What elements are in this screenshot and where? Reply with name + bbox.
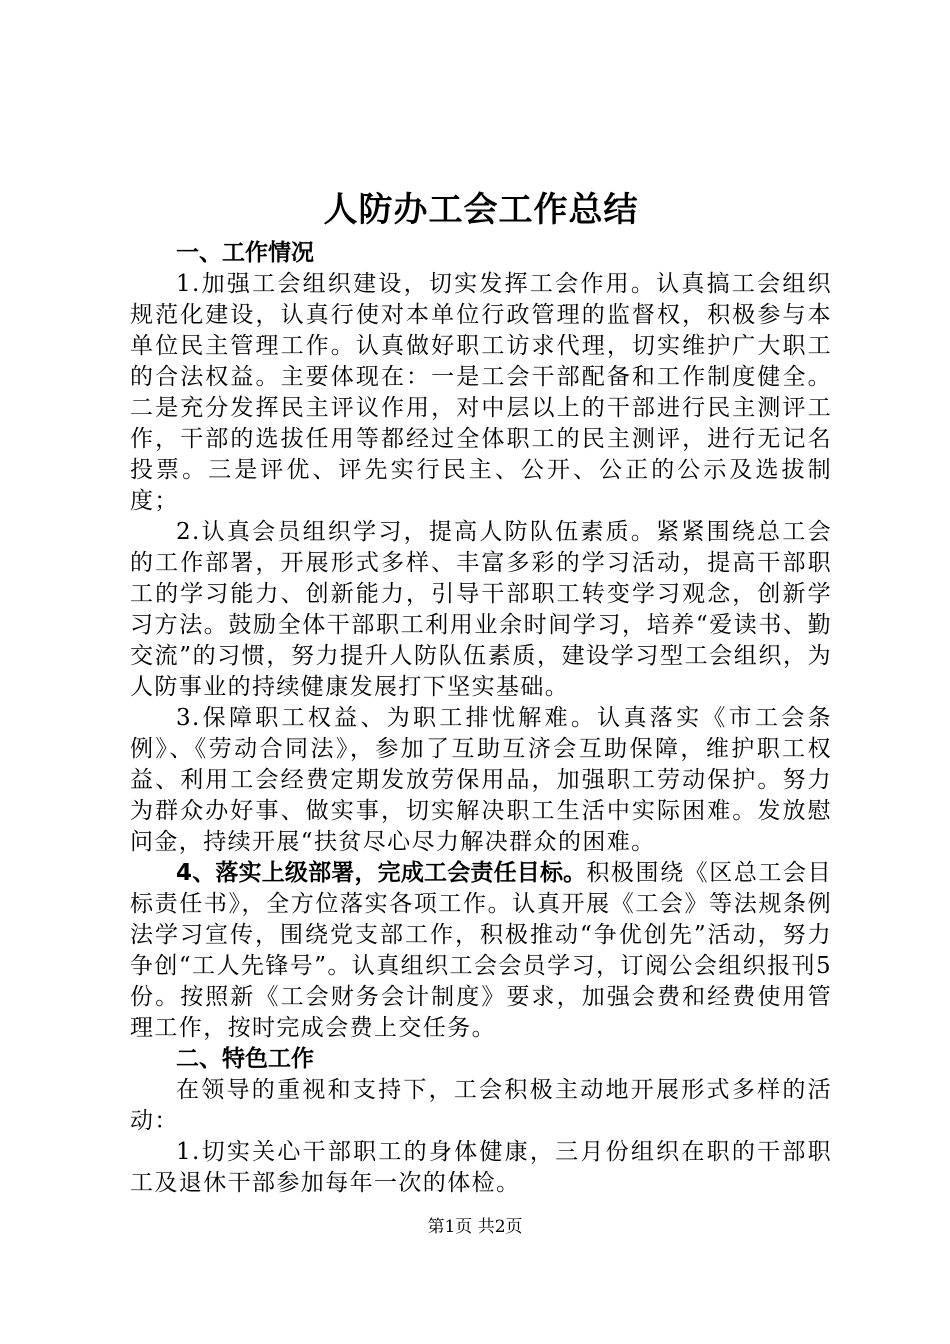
section-special-work [130, 1044, 832, 1199]
paragraph-text: 1.加强工会组织建设，切实发挥工会作用。认真搞工会组织规范化建设，认真行使对本单位行政管理的监督权，积极参与本单位民主管理工作。认真做好职工访求代理，切实维护广大职工的合法权益。主要体现在：一是工会干部配备和工作制度健全。二是充分发挥民主评议作用，对中层以上的干部进行民主测评工作，干部的选拔任用等都经过全体职工的民主测评，进行无记名投票。三是评优、评先实行民主、公开、公正的公示及选拔制度； [130, 271, 832, 514]
paragraph-text: 在领导的重视和支持下，工会积极主动地开展形式多样的活动： [130, 1077, 832, 1134]
paragraph [130, 517, 832, 703]
document-title: 人防办工会工作总结 [323, 190, 639, 230]
section-heading: 二、特色工作 [176, 1046, 314, 1072]
section-work-status [130, 238, 832, 1044]
page-footer: 第1页 共2页 [427, 1217, 523, 1237]
paragraph-lead: 4、落实上级部署，完成工会责任目标。 [176, 860, 587, 886]
paragraph-text: 2.认真会员组织学习，提高人防队伍素质。紧紧围绕总工会的工作部署，开展形式多样、丰富多彩的学习活动，提高干部职工的学习能力、创新能力，引导干部职工转变学习观念，创新学习方法。鼓励全体干部职工利用业余时间学习，培养“爱读书、勤交流”的习惯，努力提升人防队伍素质，建设学习型工会组织，为人防事业的持续健康发展打下坚实基础。 [130, 519, 832, 700]
paragraph [130, 858, 832, 1044]
paragraph [130, 269, 832, 517]
paragraph-text: 1.切实关心干部职工的身体健康，三月份组织在职的干部职工及退休干部参加每年一次的体检。 [130, 1139, 832, 1196]
paragraph [130, 1137, 832, 1199]
paragraph-text: 积极围绕《区总工会目标责任书》，全方位落实各项工作。认真开展《工会》等法规条例法学习宣传，围绕党支部工作，积极推动“争优创先”活动，努力争创“工人先锋号”。认真组织工会会员学习，订阅公会组织报刊5份。按照新《工会财务会计制度》要求，加强会费和经费使用管理工作，按时完成会费上交任务。 [130, 860, 832, 1041]
paragraph [130, 703, 832, 858]
paragraph-text: 3.保障职工权益、为职工排忧解难。认真落实《市工会条例》、《劳动合同法》，参加了互助互济会互助保障，维护职工权益、利用工会经费定期发放劳保用品，加强职工劳动保护。努力为群众办好事、做实事，切实解决职工生活中实际困难。发放慰问金，持续开展“扶贫尽心尽力解决群众的困难。 [130, 705, 832, 855]
section-heading: 一、工作情况 [176, 240, 314, 266]
paragraph [130, 1075, 832, 1137]
